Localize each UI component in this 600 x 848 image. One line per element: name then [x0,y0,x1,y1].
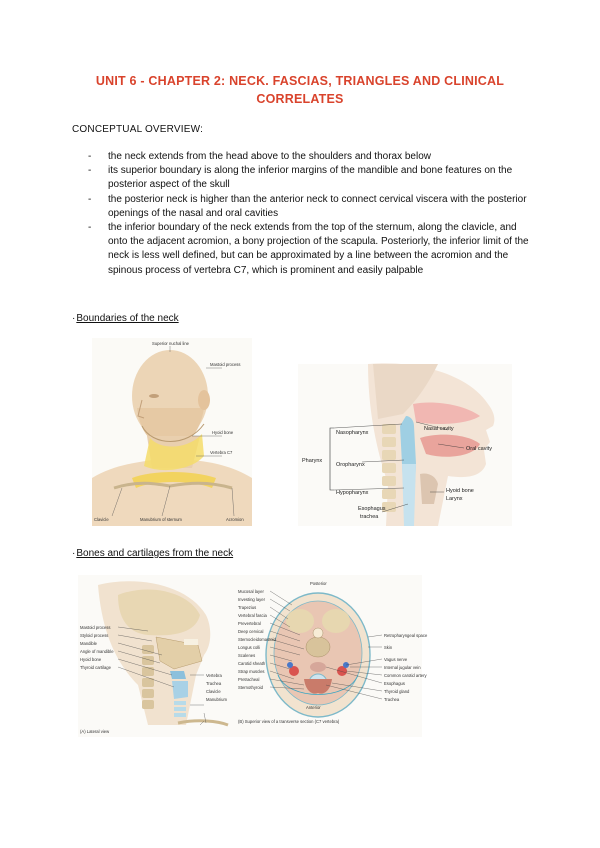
label-mastoid: Mastoid process [210,362,241,367]
bullet-text: the inferior boundary of the neck extends from the top of the sternum, along the clavicle, and onto the adjacent acromion, a bony projection of the scapula. Posteriorly, the inferior limit of the neck is less well defined, but can be approximated by a line between the acromion and the spinous process of vertebra C7, which is prominent and easily palpable [108,222,529,276]
label-angle-mandible: Angle of mandible [80,649,114,654]
section-heading-bones: ·Bones and cartilages from the neck [72,548,234,559]
label-nasopharynx: Nasopharynx [336,430,369,436]
label-clavicle: Clavicle [206,689,221,694]
label-thyroid-cartilage: Thyroid cartilage [80,665,111,670]
bones-cartilages-illustration [78,575,428,737]
bullet-item [88,193,538,221]
label-hyoid-bone: Hyoid bone [446,488,474,494]
label-vertebra: Vertebra [206,673,222,678]
caption-transverse-section: (B) Superior view of a transverse section (C7 vertebra) [238,719,340,724]
label-cl-7: Longus colli [238,645,261,650]
label-cl-5: Deep cervical [238,629,264,634]
label-esophagus: Esophagus [358,506,386,512]
label-oral-cavity: Oral cavity [466,446,492,452]
label-trachea: Trachea [206,681,222,686]
caption-lateral-view: (A) Lateral view [80,729,110,734]
label-cl-4: Prevertebral [238,621,261,626]
label-superior-nuchal: Superior nuchal line [152,341,190,346]
label-manubrium: Manubrium [206,697,227,702]
label-cr-7: Trachea [384,697,400,702]
label-oropharynx: Oropharynx [336,462,365,468]
bullet-dash: - [88,222,92,234]
bullet-text: the posterior neck is higher than the anterior neck to connect cervical viscera with the posterior openings of the nasal and oral cavities [108,193,527,219]
label-styloid-process: Styloid process [80,633,109,638]
label-cl-0: Mucosal layer [238,589,264,594]
bullet-dash: - [88,193,92,205]
label-manubrium: Manubrium of sternum [140,517,182,522]
figure-pharynx-sagittal [298,364,512,526]
label-cl-1: Investing layer [238,597,265,602]
label-cr-5: Esophagus [384,681,405,686]
label-nasal-cavity: Nasal cavity [424,426,454,432]
label-acromion: Acromion [226,517,244,522]
bullet-dash: - [88,151,92,162]
label-cr-2: Vagus nerve [384,657,408,662]
bullet-item [88,164,538,192]
label-cl-10: Strap muscles [238,669,265,674]
neck-boundaries-illustration [92,338,252,526]
label-cr-0: Retropharyngeal space [384,633,428,638]
figure-neck-boundaries [92,338,252,526]
label-anterior: Anterior [306,705,321,710]
label-cr-6: Thyroid gland [384,689,410,694]
label-c7: Vertebra C7 [210,450,233,455]
title-line-2: CORRELATES [256,92,344,106]
label-posterior: Posterior [310,581,327,586]
label-trachea: trachea [360,514,379,520]
page-title [60,72,540,108]
bullet-text: its superior boundary is along the inferior margins of the mandible and bone features on the posterior aspect of the skull [108,165,513,191]
label-hypopharynx: Hypopharynx [336,490,369,496]
figure-bones-cartilages [78,575,428,737]
title-line-1: UNIT 6 - CHAPTER 2: NECK. FASCIAS, TRIANGLES AND CLINICAL [95,74,505,88]
label-mastoid-process: Mastoid process [80,625,111,630]
overview-heading: CONCEPTUAL OVERVIEW: [72,124,204,135]
bullet-text: the neck extends from the head above to the shoulders and thorax below [108,151,431,162]
label-hyoid-bone: Hyoid bone [80,657,102,662]
label-cl-2: Trapezius [238,605,257,610]
label-pharynx: Pharynx [302,458,323,464]
label-cr-3: Internal jugular vein [384,665,421,670]
label-cl-12: Sternothyroid [238,685,263,690]
bullet-dash: - [88,165,92,177]
bullet-item [88,221,538,278]
bullet-item [88,150,538,164]
label-cl-3: Vertebral fascia [238,613,267,618]
label-clavicle: Clavicle [94,517,109,522]
label-larynx: Larynx [446,496,463,502]
label-cr-4: Common carotid artery [384,673,427,678]
overview-bullet-list [88,150,538,278]
label-cl-9: Carotid sheath [238,661,266,666]
pharynx-illustration [298,364,512,526]
label-mandible: Mandible [80,641,97,646]
label-cl-11: Pretracheal [238,677,260,682]
label-cr-1: Skin [384,645,393,650]
label-cl-8: Scalenes [238,653,256,658]
label-hyoid: Hyoid bone [212,430,234,435]
label-cl-6: Sternocleidomastoid [238,637,276,642]
section-heading-boundaries: ·Boundaries of the neck [72,313,179,324]
